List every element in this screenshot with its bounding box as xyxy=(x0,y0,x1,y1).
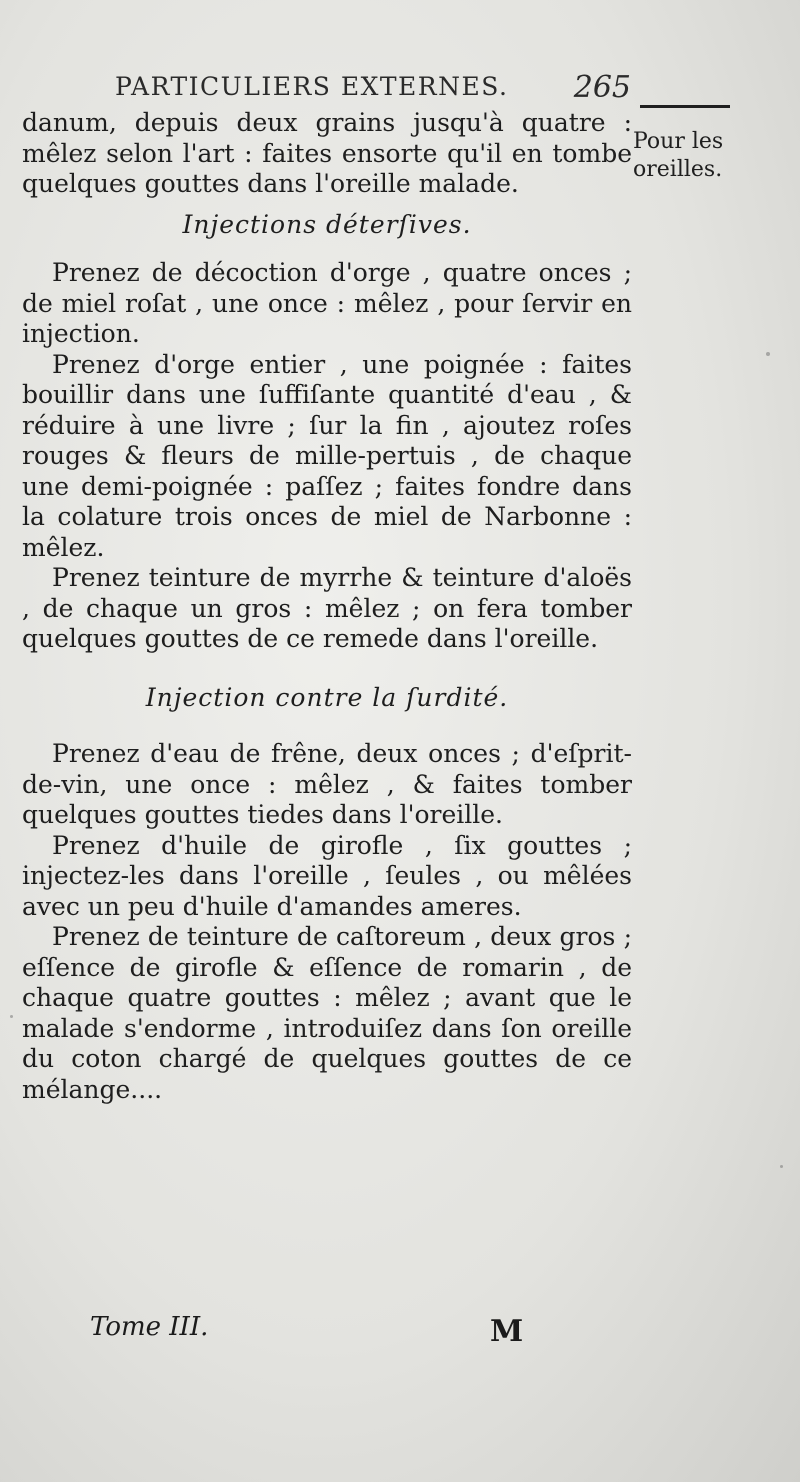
paper-speck xyxy=(766,352,770,356)
paragraph-5: Prenez d'huile de girofle , ſix gouttes ; injectez-les dans l'oreille , ſeules , ou mêlées avec un peu d'huile d'amandes ameres. xyxy=(22,830,632,921)
page-body xyxy=(22,108,632,1105)
signature-mark: M xyxy=(490,1314,524,1349)
paragraph-4: Prenez d'eau de frêne, deux onces ; d'eſprit-de-vin, une once : mêlez , & faites tomber quelques gouttes tiedes dans l'oreille. xyxy=(22,739,632,829)
paper-speck xyxy=(10,1015,13,1018)
running-title: PARTICULIERS EXTERNES. xyxy=(115,72,509,101)
page-footer xyxy=(90,1312,530,1349)
tome-label: Tome III. xyxy=(90,1312,209,1342)
margin-note-line1: Pour les xyxy=(633,129,724,154)
paper-speck xyxy=(780,1165,783,1168)
paragraph-1: Prenez de décoction d'orge , quatre onces ; de miel roſat , une once : mêlez , pour ſervir en injection. xyxy=(22,258,632,348)
continued-paragraph: danum, depuis deux grains jusqu'à quatre : mêlez selon l'art : faites ensorte qu'il en tombe quelques gouttes dans l'oreille malade. xyxy=(22,108,632,198)
margin-note-line2: oreilles. xyxy=(633,157,723,182)
paragraph-6: Prenez de teinture de caſtoreum , deux gros ; eſſence de girofle & eſſence de romarin , de chaque quatre gouttes : mêlez ; avant que le malade s'endorme , introduiſez dans ſon oreille du coton chargé de quelques gouttes de ce mélange.... xyxy=(22,922,632,1104)
paragraph-3: Prenez teinture de myrrhe & teinture d'aloës , de chaque un gros : mêlez ; on fera tomber quelques gouttes de ce remede dans l'oreille. xyxy=(22,563,632,653)
section-heading-deterſives: Injections déterſives. xyxy=(182,209,472,239)
paragraph-2: Prenez d'orge entier , une poignée : faites bouillir dans une ſuffiſante quantité d'eau , & réduire à une livre ; ſur la fin , ajoutez roſes rouges & fleurs de mille-pertuis , de chaque une demi-poignée : paſſez ; faites fondre dans la colature trois onces de miel de Narbonne : mêlez. xyxy=(22,349,632,562)
section-heading-surdite: Injection contre la ſurdité. xyxy=(145,682,509,712)
margin-rule xyxy=(640,105,730,108)
margin-note xyxy=(633,128,753,184)
running-header xyxy=(115,70,635,105)
page-number: 265 xyxy=(573,70,631,105)
